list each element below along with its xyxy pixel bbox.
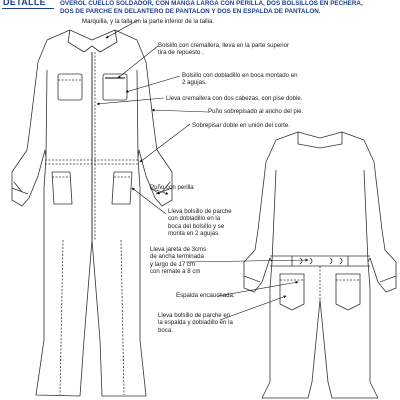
front-right-sleeve-inner xyxy=(137,70,138,158)
note-label-size: Marquilla, y la talla en la parte inferior de la tallia. xyxy=(82,18,215,25)
note-cuff-stitch: Puño sobrepisado al ancho del pie. xyxy=(208,108,304,115)
note-two-head-zipper: Lleva cremallera con dos cabezas, con pise doble. xyxy=(166,95,303,102)
note-double-stitch: Sobrepisar doble en unión del corte. xyxy=(192,122,290,129)
back-collar xyxy=(298,132,342,148)
note-drawstring: Lleva jareta de 3cms de ancha terminada y largo de 17 cm con remate a 8 cm xyxy=(150,246,207,276)
front-collar xyxy=(68,30,117,52)
description-line-1: OVEROL CUELLO SOLDADOR, CON MANGA LARGA CON PERILLA, DOS BOLSILLOS EN PECHERA, xyxy=(60,0,363,7)
description-line-2: DOS DE PARCHE EN DELANTERO DE PANTALON Y DOS EN ESPALDA DE PANTALON. xyxy=(60,8,321,16)
back-torso xyxy=(244,132,396,398)
note-elastic-back: Espalda encauchada. xyxy=(176,292,235,299)
front-left-sleeve-inner xyxy=(46,70,47,158)
note-zip-pocket: Bolsillo con cremallera, lleva en la parte superior tira de repuesto . xyxy=(158,42,290,57)
back-left-pocket xyxy=(280,274,304,310)
note-hem-pocket: Bolsillo con dobladillo en boca montado en 2 agujas. xyxy=(182,72,298,87)
front-view xyxy=(12,30,172,396)
back-view xyxy=(244,132,396,398)
front-left-chest-pocket xyxy=(58,74,82,100)
detalle-title: DETALLE xyxy=(3,0,46,7)
note-cuff-tab: Puño con perilla xyxy=(150,184,194,191)
note-back-patch-pocket: Lleva bolsillo de parche en la espalda y dobladillo en la boca. xyxy=(158,312,233,334)
back-right-pocket xyxy=(336,274,360,310)
front-left-leg-pocket xyxy=(52,172,72,204)
note-front-patch-pocket: Lleva bolsillo de parche con dobladillo en la boca del bolsillo y se monta en 2 agujas. xyxy=(168,208,232,238)
